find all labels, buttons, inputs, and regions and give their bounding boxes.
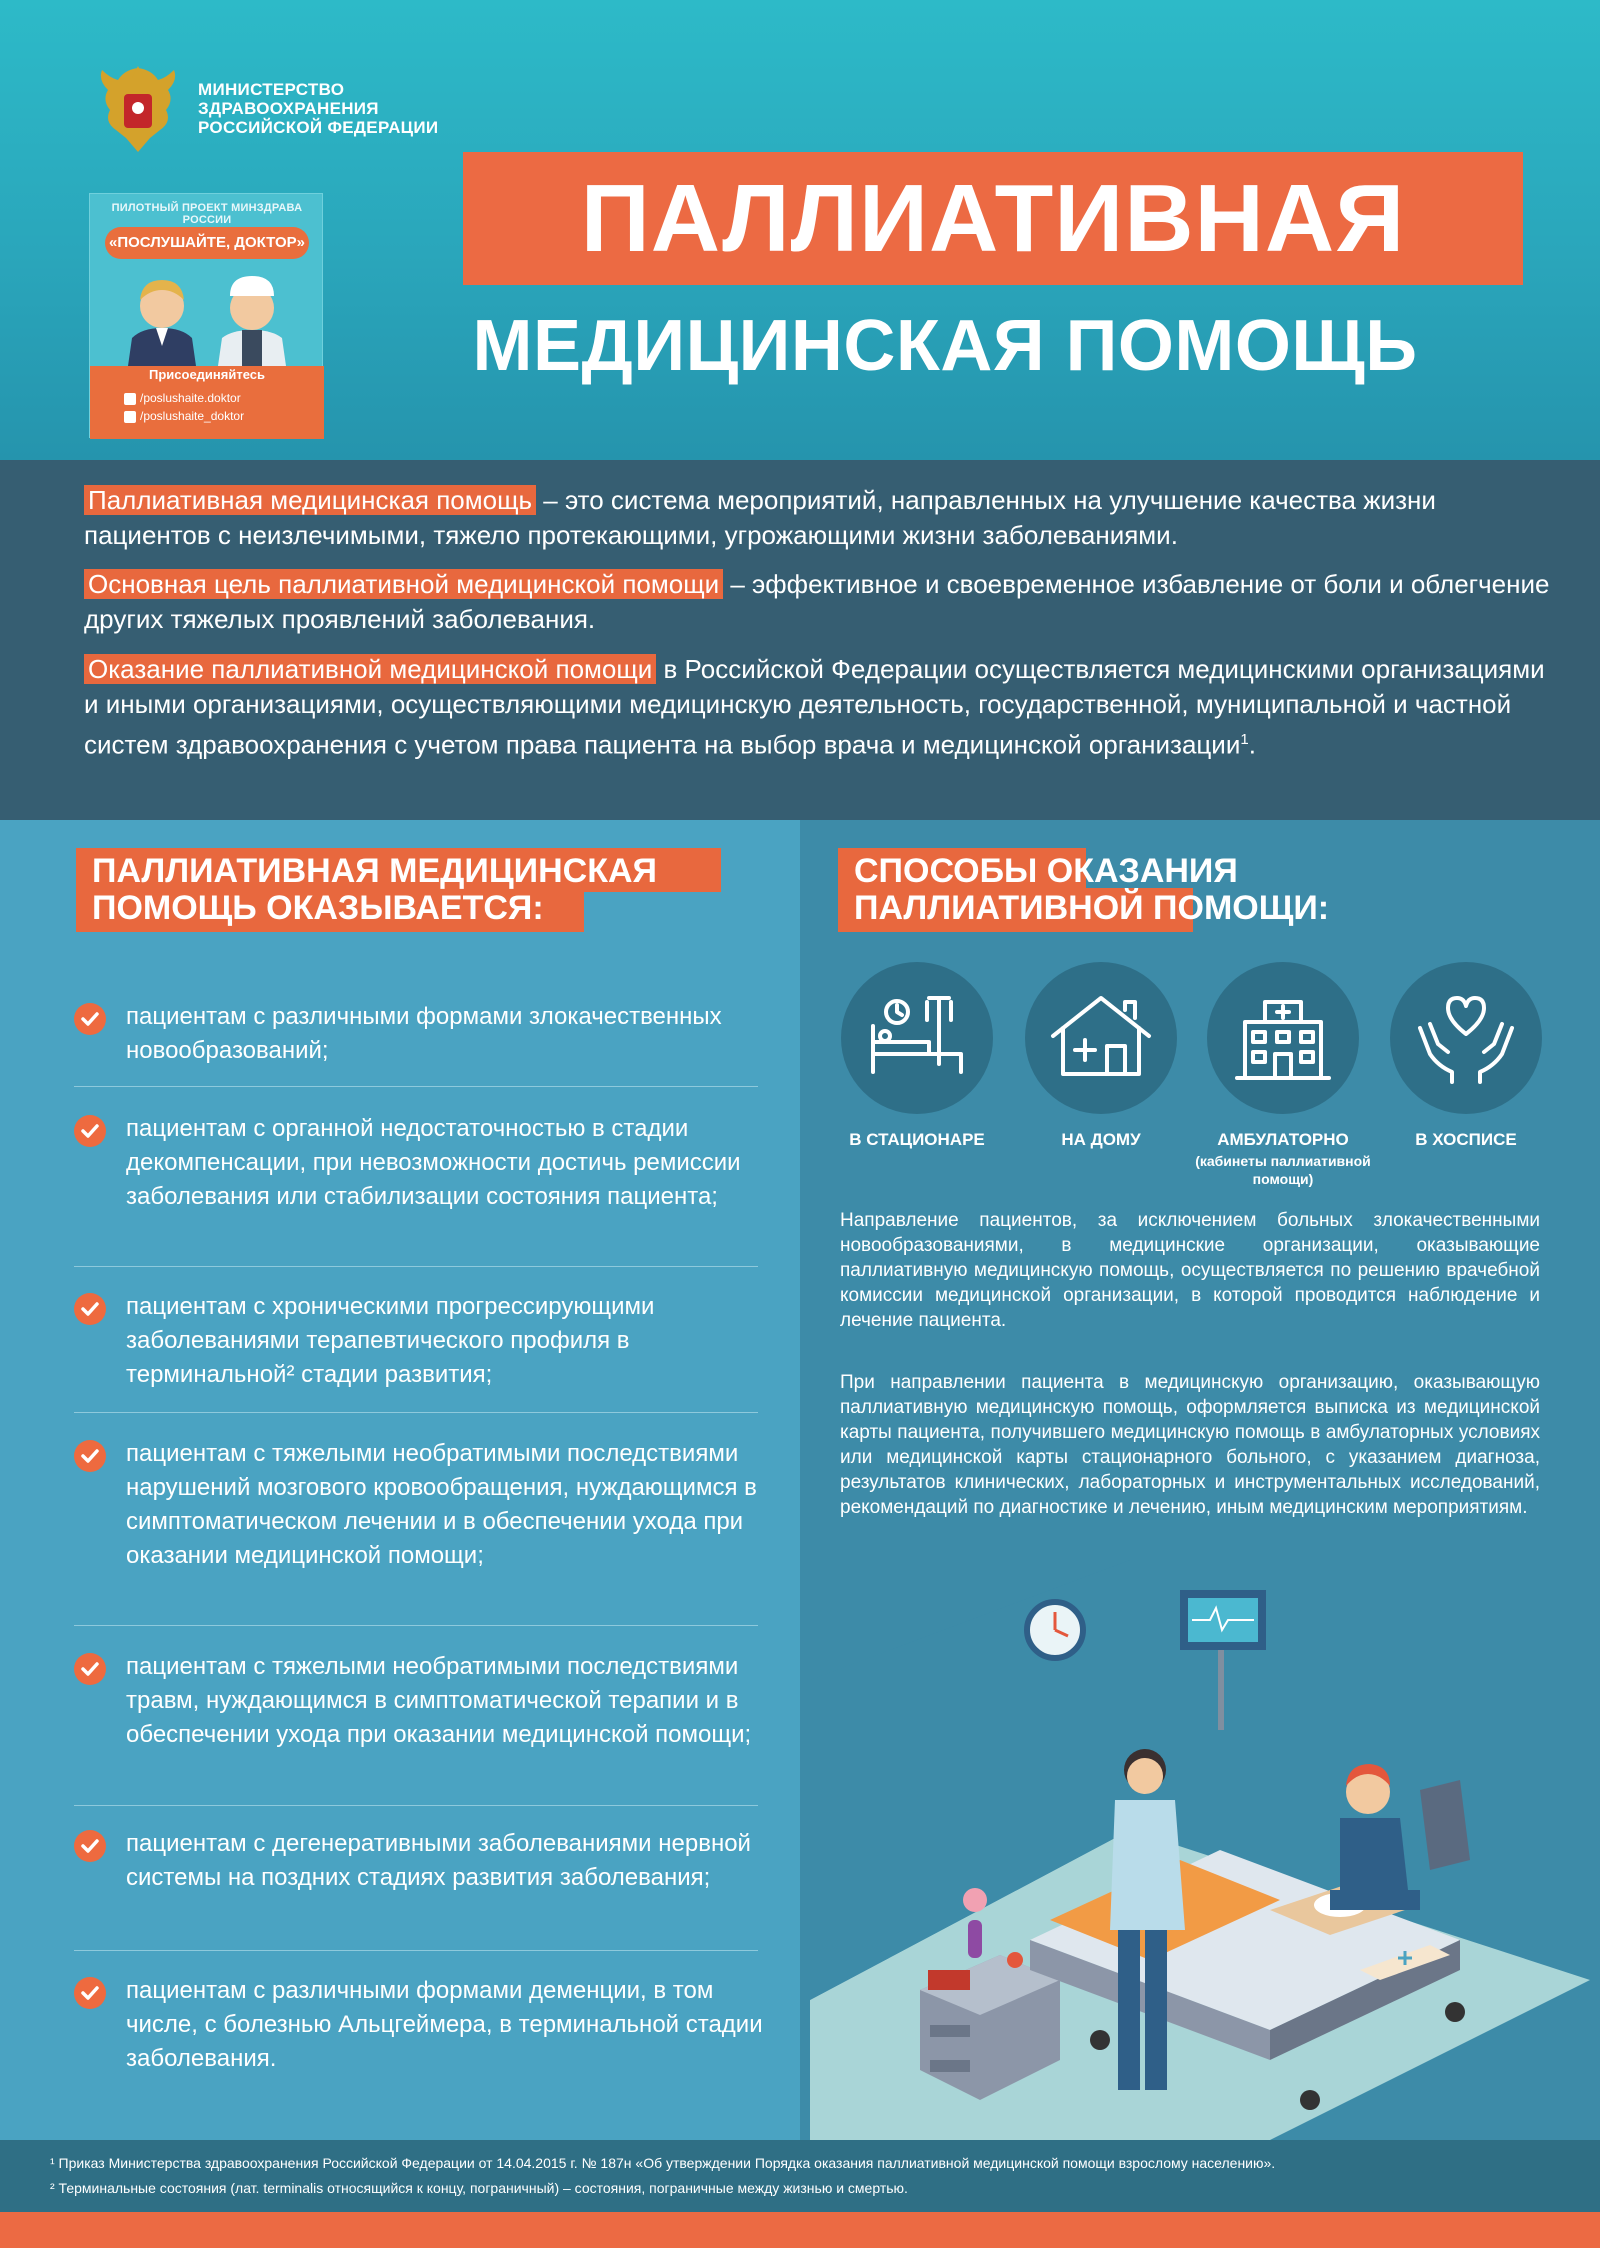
way-label: В СТАЦИОНАРЕ: [849, 1130, 985, 1149]
hospital-room-illustration: [800, 1560, 1600, 2140]
page-title: ПАЛЛИАТИВНАЯ: [580, 165, 1406, 272]
extract-paragraph: При направлении пациента в медицинскую организацию, оказывающую паллиативную медицинскую помощь, оформляется выписка из медицинской карты пациента, получившего медицинскую помощь в амбулаторных условиях или медицинской карты стационарного больного, с указанием диагноза, результатов клинических, лабораторных и инструментальных исследований, рекомендаций по диагностике и лечению, иным медицинским мероприятиям.: [840, 1372, 1540, 1518]
checkmark-icon: [74, 1293, 106, 1325]
facebook-link[interactable]: /poslushaite.doktor: [140, 391, 241, 405]
checkmark-icon: [74, 1830, 106, 1862]
checkmark-icon: [74, 1977, 106, 2009]
intro-paragraph: Паллиативная медицинская помощь – это система мероприятий, направленных на улучшение качества жизни пациентов с неизлечимыми, тяжело протекающими, угрожающими жизни заболеваниями.: [84, 485, 1436, 550]
divider: [74, 1625, 758, 1626]
referral-paragraph: Направление пациентов, за исключением больных злокачественными новообразованиями, в медицинские организации, оказывающие паллиативную медицинскую помощь, осуществляется по решению врачебной комиссии медицинской организации, в которой проводится наблюдение и лечение пациента.: [840, 1210, 1540, 1331]
bottom-accent-bar: [0, 2212, 1600, 2248]
vk-icon[interactable]: [124, 411, 136, 423]
clinic-building-icon: [1207, 962, 1359, 1114]
footnote: ² Терминальные состояния (лат. terminalis относящийся к концу, пограничный) – состояния, пограничные между жизнью и смертью.: [50, 2180, 908, 2196]
page-subtitle: МЕДИЦИНСКАЯ ПОМОЩЬ: [472, 306, 1418, 386]
intro-highlight: Основная цель паллиативной медицинской помощи: [84, 569, 723, 599]
way-label: НА ДОМУ: [1061, 1130, 1141, 1149]
promo-join-text: Присоединяйтесь: [149, 367, 265, 382]
checkmark-icon: [74, 1653, 106, 1685]
doctor-patient-illustration: [102, 266, 312, 366]
facebook-icon[interactable]: [124, 393, 136, 405]
home-icon: [1025, 962, 1177, 1114]
coat-of-arms-icon: [88, 60, 188, 160]
section-title: СПОСОБЫ ОКАЗАНИЯ ПАЛЛИАТИВНОЙ ПОМОЩИ:: [854, 852, 1330, 927]
way-label: АМБУЛАТОРНО: [1217, 1130, 1349, 1149]
checkmark-icon: [74, 1440, 106, 1472]
intro-paragraph: Основная цель паллиативной медицинской помощи – эффективное и своевременное избавление от боли и облегчение других тяжелых проявлений заболевания.: [84, 569, 1550, 634]
way-label: В ХОСПИСЕ: [1415, 1130, 1517, 1149]
way-sublabel: (кабинеты паллиативной помощи): [1195, 1153, 1371, 1187]
divider: [74, 1950, 758, 1951]
divider: [74, 1412, 758, 1413]
intro-highlight: Оказание паллиативной медицинской помощи: [84, 654, 656, 684]
promo-banner[interactable]: [89, 193, 323, 438]
heart-hands-icon: [1390, 962, 1542, 1114]
intro-highlight: Паллиативная медицинская помощь: [84, 485, 536, 515]
intro-paragraph: Оказание паллиативной медицинской помощи в Российской Федерации осуществляется медицинскими организациями и иными организациями, осуществляющими медицинскую деятельность, государственной, муниципальной и частной систем здравоохранения с учетом права пациента на выбор врача и медицинской организации$^1$.: [84, 654, 1545, 760]
left-column: ПАЛЛИАТИВНАЯ МЕДИЦИНСКАЯ ПОМОЩЬ ОКАЗЫВАЕТСЯ: пациентам с различными формами злокачественных новообразований; пациентам с органной недостаточностью в стадии декомпенсации, при невозможности достичь ремиссии заболевания или стабилизации состояния пациента; пациентам с хроническими прогрессирующими заболеваниями терапевтического профиля в терминальной² стадии развития; пациентам с тяжелыми необратимыми последствиями нарушений мозгового кровообращения, нуждающимся в симптоматическом лечении и в обеспечении ухода при оказании медицинской помощи; пациентам с тяжелыми необратимыми последствиями травм, нуждающимся в симптоматической терапии и в обеспечении ухода при оказании медицинской помощи; пациентам с дегенеративными заболеваниями нервной системы на поздних стадиях развития заболевания; пациентам с различными формами деменции, в том числе, с болезнью Альцгеймера, в терминальной стадии заболевания.: [0, 820, 800, 2140]
checkmark-icon: [74, 1003, 106, 1035]
section-title: ПАЛЛИАТИВНАЯ МЕДИЦИНСКАЯ ПОМОЩЬ ОКАЗЫВАЕТСЯ:: [92, 852, 657, 927]
footnotes: [0, 2140, 1600, 2212]
checkmark-icon: [74, 1115, 106, 1147]
vk-link[interactable]: /poslushaite_doktor: [140, 409, 245, 423]
divider: [74, 1805, 758, 1806]
ministry-name: МИНИСТЕРСТВО ЗДРАВООХРАНЕНИЯ РОССИЙСКОЙ ФЕДЕРАЦИИ: [198, 80, 439, 137]
promo-bubble: «ПОСЛУШАЙТЕ, ДОКТОР»: [105, 227, 309, 259]
divider: [74, 1086, 758, 1087]
header: [0, 0, 1600, 460]
divider: [74, 1266, 758, 1267]
intro-section: [0, 460, 1600, 820]
footnote: ¹ Приказ Министерства здравоохранения Российской Федерации от 14.04.2015 г. № 187н «Об утверждении Порядка оказания паллиативной медицинской помощи взрослому населению».: [50, 2155, 1276, 2171]
hospital-bed-icon: [841, 962, 993, 1114]
promo-top-text: ПИЛОТНЫЙ ПРОЕКТ МИНЗДРАВА РОССИИ: [111, 202, 303, 226]
